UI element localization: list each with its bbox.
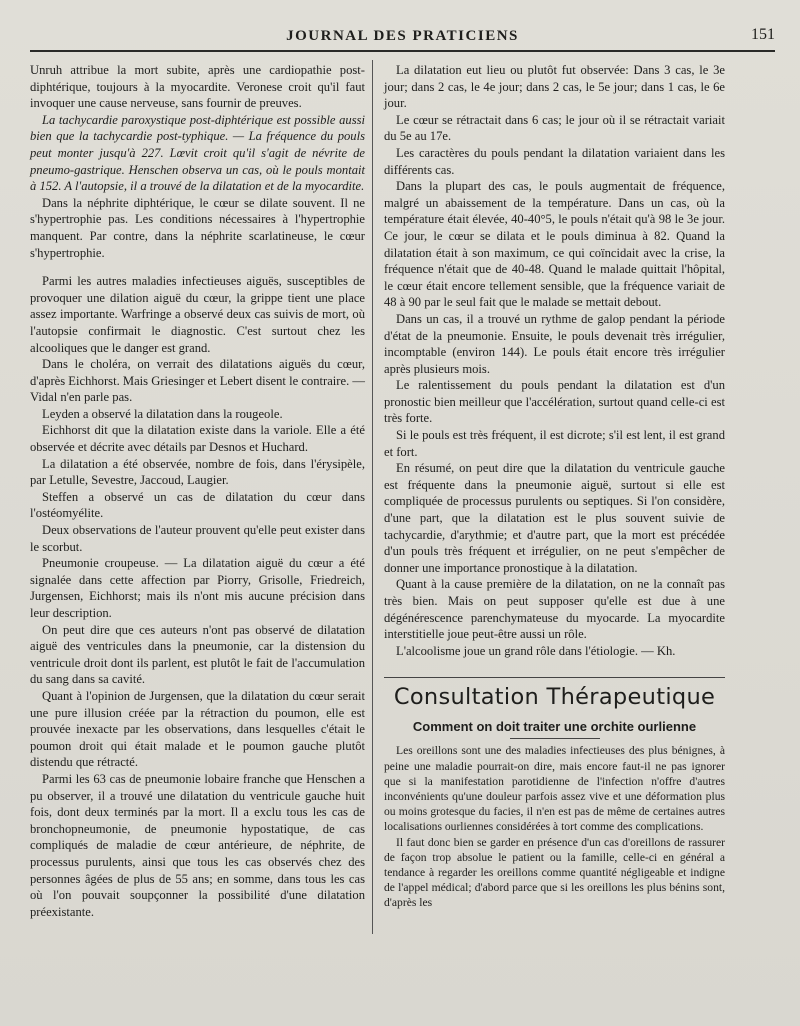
column-divider (372, 60, 373, 934)
paragraph: Si le pouls est très fréquent, il est dicrote; s'il est lent, il est grand et fort. (384, 428, 725, 459)
paragraph: Dans le choléra, on verrait des dilatations aiguës du cœur, d'après Eichhorst. Mais Griesinger et Lebert disent le contraire. — Vidal n'en parle pas. (30, 357, 365, 405)
paragraph: Les oreillons sont une des maladies infectieuses des plus bénignes, à peine une maladie pourrait-on dire, mais encore faut-il ne pas ignorer que si la manifestation parotidienne de l'infection n'offre d'autres inconvénients qu'une douleur parfois assez vive et une déformation plus ou moins grotesque du facies, il n'en est pas de même de certaines autres localisations ourliennes considérées à tort comme des complications. (384, 744, 725, 834)
paragraph: Unruh attribue la mort subite, après une cardiopathie post-diphtérique, toujours à la myocardite. Veronese croit qu'il faut invoquer une cause nerveuse, sans fournir de preuves. (30, 63, 365, 111)
left-column (30, 62, 365, 920)
paragraph: On peut dire que ces auteurs n'ont pas observé de dilatation aiguë des ventricules dans la pneumonie, car la distension du ventricule droit dont ils parlent, est plutôt le fait de l'accumulation du sang dans sa cavité. (30, 622, 365, 687)
paragraph: Dans la plupart des cas, le pouls augmentait de fréquence, malgré un abaissement de la température. Dans un cas, où la température était élevée, 40-40°5, le pouls n'était qu'à 98 le 3e jour. Ce jour, le cœur se dilata et le pouls diminua à 82. Quand la dilatation était à son maximum, ce qui coïncidait avec la crise, la fréquence n'était que de 40-48. Quand le malade quittait l'hôpital, le cœur était encore tellement sensible, que la fréquence variait de 48 à 90 par le seul fait que le malade se mettait debout. (384, 179, 725, 310)
paragraph: Pneumonie croupeuse. — La dilatation aiguë du cœur a été signalée dans cette affection par Piorry, Grisolle, Friedreich, Jurgensen, Eichhorst; mais ils n'ont mis aucune précision dans leur description. (30, 556, 365, 620)
subtitle-rule (510, 738, 600, 739)
paragraph: Deux observations de l'auteur prouvent qu'elle peut exister dans le scorbut. (30, 523, 365, 554)
paragraph: Les caractères du pouls pendant la dilatation variaient dans les différents cas. (384, 145, 725, 177)
paragraph: La dilatation a été observée, nombre de fois, dans l'érysipèle, par Letulle, Sevestre, Jaccoud, Laugier. (30, 456, 365, 488)
paragraph: L'alcoolisme joue un grand rôle dans l'étiologie. — Kh. (396, 643, 676, 658)
paragraph: La dilatation eut lieu ou plutôt fut observée: Dans 3 cas, le 3e jour; dans 2 cas, le 4e jour; dans 2 cas, le 5e jour; dans 1 cas, le 6e jour. (384, 63, 725, 111)
journal-title: JOURNAL DES PRATICIENS (286, 28, 519, 44)
paragraph: Eichhorst dit que la dilatation existe dans la variole. Elle a été observée et décrite avec détails par Desnos et Huchard. (30, 423, 365, 455)
paragraph: La tachycardie paroxystique post-diphtérique est possible aussi bien que la tachycardie post-typhique. — La fréquence du pouls peut monter jusqu'à 227. Lœvit croit qu'il s'agit de névrite de pneumo-gastrique. Henschen observa un cas, où le pouls montait à 152. A l'autopsie, il a trouvé de la dilatation et de la myocardite. (30, 112, 365, 194)
page-number: 151 (751, 26, 775, 43)
section-subtitle: Comment on doit traiter une orchite ourlienne (412, 719, 697, 735)
paragraph: Parmi les 63 cas de pneumonie lobaire franche que Henschen a pu observer, il a trouvé une dilatation du ventricule gauche huit fois, dont deux terminés par la mort. Il a exclu tous les cas de bronchopneumonie, de pneumonie hypostatique, de cas compliqués de maladie de cœur antérieure, de néphrite, de processus purulents, ainsi que tous les cas observés chez des personnes âgées de plus de 55 ans; en somme, dans tous les cas où l'on pouvait soupçonner la possibilité d'une dilatation préexistante. (30, 771, 365, 919)
paragraph: Il faut donc bien se garder en présence d'un cas d'oreillons de rassurer de façon trop absolue le patient ou la famille, celle-ci en général a tendance à regarder les oreillons comme quantité négligeable et indigne de l'appel médical; d'abord parce que si les oreillons les plus bénins sont, d'après les (384, 835, 725, 910)
running-header (30, 26, 775, 50)
paragraph: Le ralentissement du pouls pendant la dilatation est d'un pronostic bien meilleur que l'accélération, surtout quand celle-ci est très forte. (384, 378, 725, 426)
paragraph: Quant à la cause première de la dilatation, on ne la connaît pas très bien. Mais on peut supposer qu'elle est due à une dégénérescence parenchymateuse du myocarde. La myocardite interstitielle joue peut-être aussi un rôle. (384, 577, 725, 642)
header-rule (30, 50, 775, 52)
paragraph: Leyden a observé la dilatation dans la rougeole. (42, 406, 283, 421)
section-title: Consultation Thérapeutique (393, 684, 716, 711)
consultation-section (384, 673, 725, 910)
paragraph: Steffen a observé un cas de dilatation du cœur dans l'ostéomyélite. (30, 489, 365, 521)
paragraph: Le cœur se rétractait dans 6 cas; le jour où il se rétractait variait du 5e au 17e. (384, 112, 725, 144)
paragraph: Quant à l'opinion de Jurgensen, que la dilatation du cœur serait une pure illusion créée par la rétraction du poumon, elle est prouvée inexacte par les observations, dans lesquelles c'était le poumon droit qui était malade et le poumon gauche plutôt distendu que rétracté. (30, 688, 365, 770)
paragraph: Parmi les autres maladies infectieuses aiguës, susceptibles de provoquer une dilation aiguë du cœur, la grippe tient une place assez importante. Warfringe a observé deux cas suivis de mort, où l'autopsie confirmait le diagnostic. C'est surtout chez les alcooliques que le danger est grand. (30, 274, 365, 355)
paragraph: Dans la néphrite diphtérique, le cœur se dilate souvent. Il ne s'hypertrophie pas. Les conditions nécessaires à l'hypertrophie manquent. Par contre, dans la néphrite scarlatineuse, le cœur s'hypertrophie. (30, 195, 365, 260)
paragraph: En résumé, on peut dire que la dilatation du ventricule gauche est fréquente dans la pneumonie aiguë, surtout si elle est compliquée de processus purulents ou septiques. Si l'on considère, d'une part, que la dilatation est le plus souvent suivie de tachycardie, d'arythmie; et d'autre part, que la mort est précédée d'un pouls très fréquent et irrégulier, on ne peut s'empêcher de donner une importance pronostique à la dilatation. (384, 461, 725, 575)
right-column (384, 62, 725, 911)
paragraph: Dans un cas, il a trouvé un rythme de galop pendant la période d'état de la pneumonie. Ensuite, le pouls devenait très irrégulier, incomptable (environ 144). Le pouls était encore très irrégulier après plusieurs mois. (384, 311, 725, 376)
section-body (384, 743, 725, 910)
section-rule (384, 677, 725, 678)
